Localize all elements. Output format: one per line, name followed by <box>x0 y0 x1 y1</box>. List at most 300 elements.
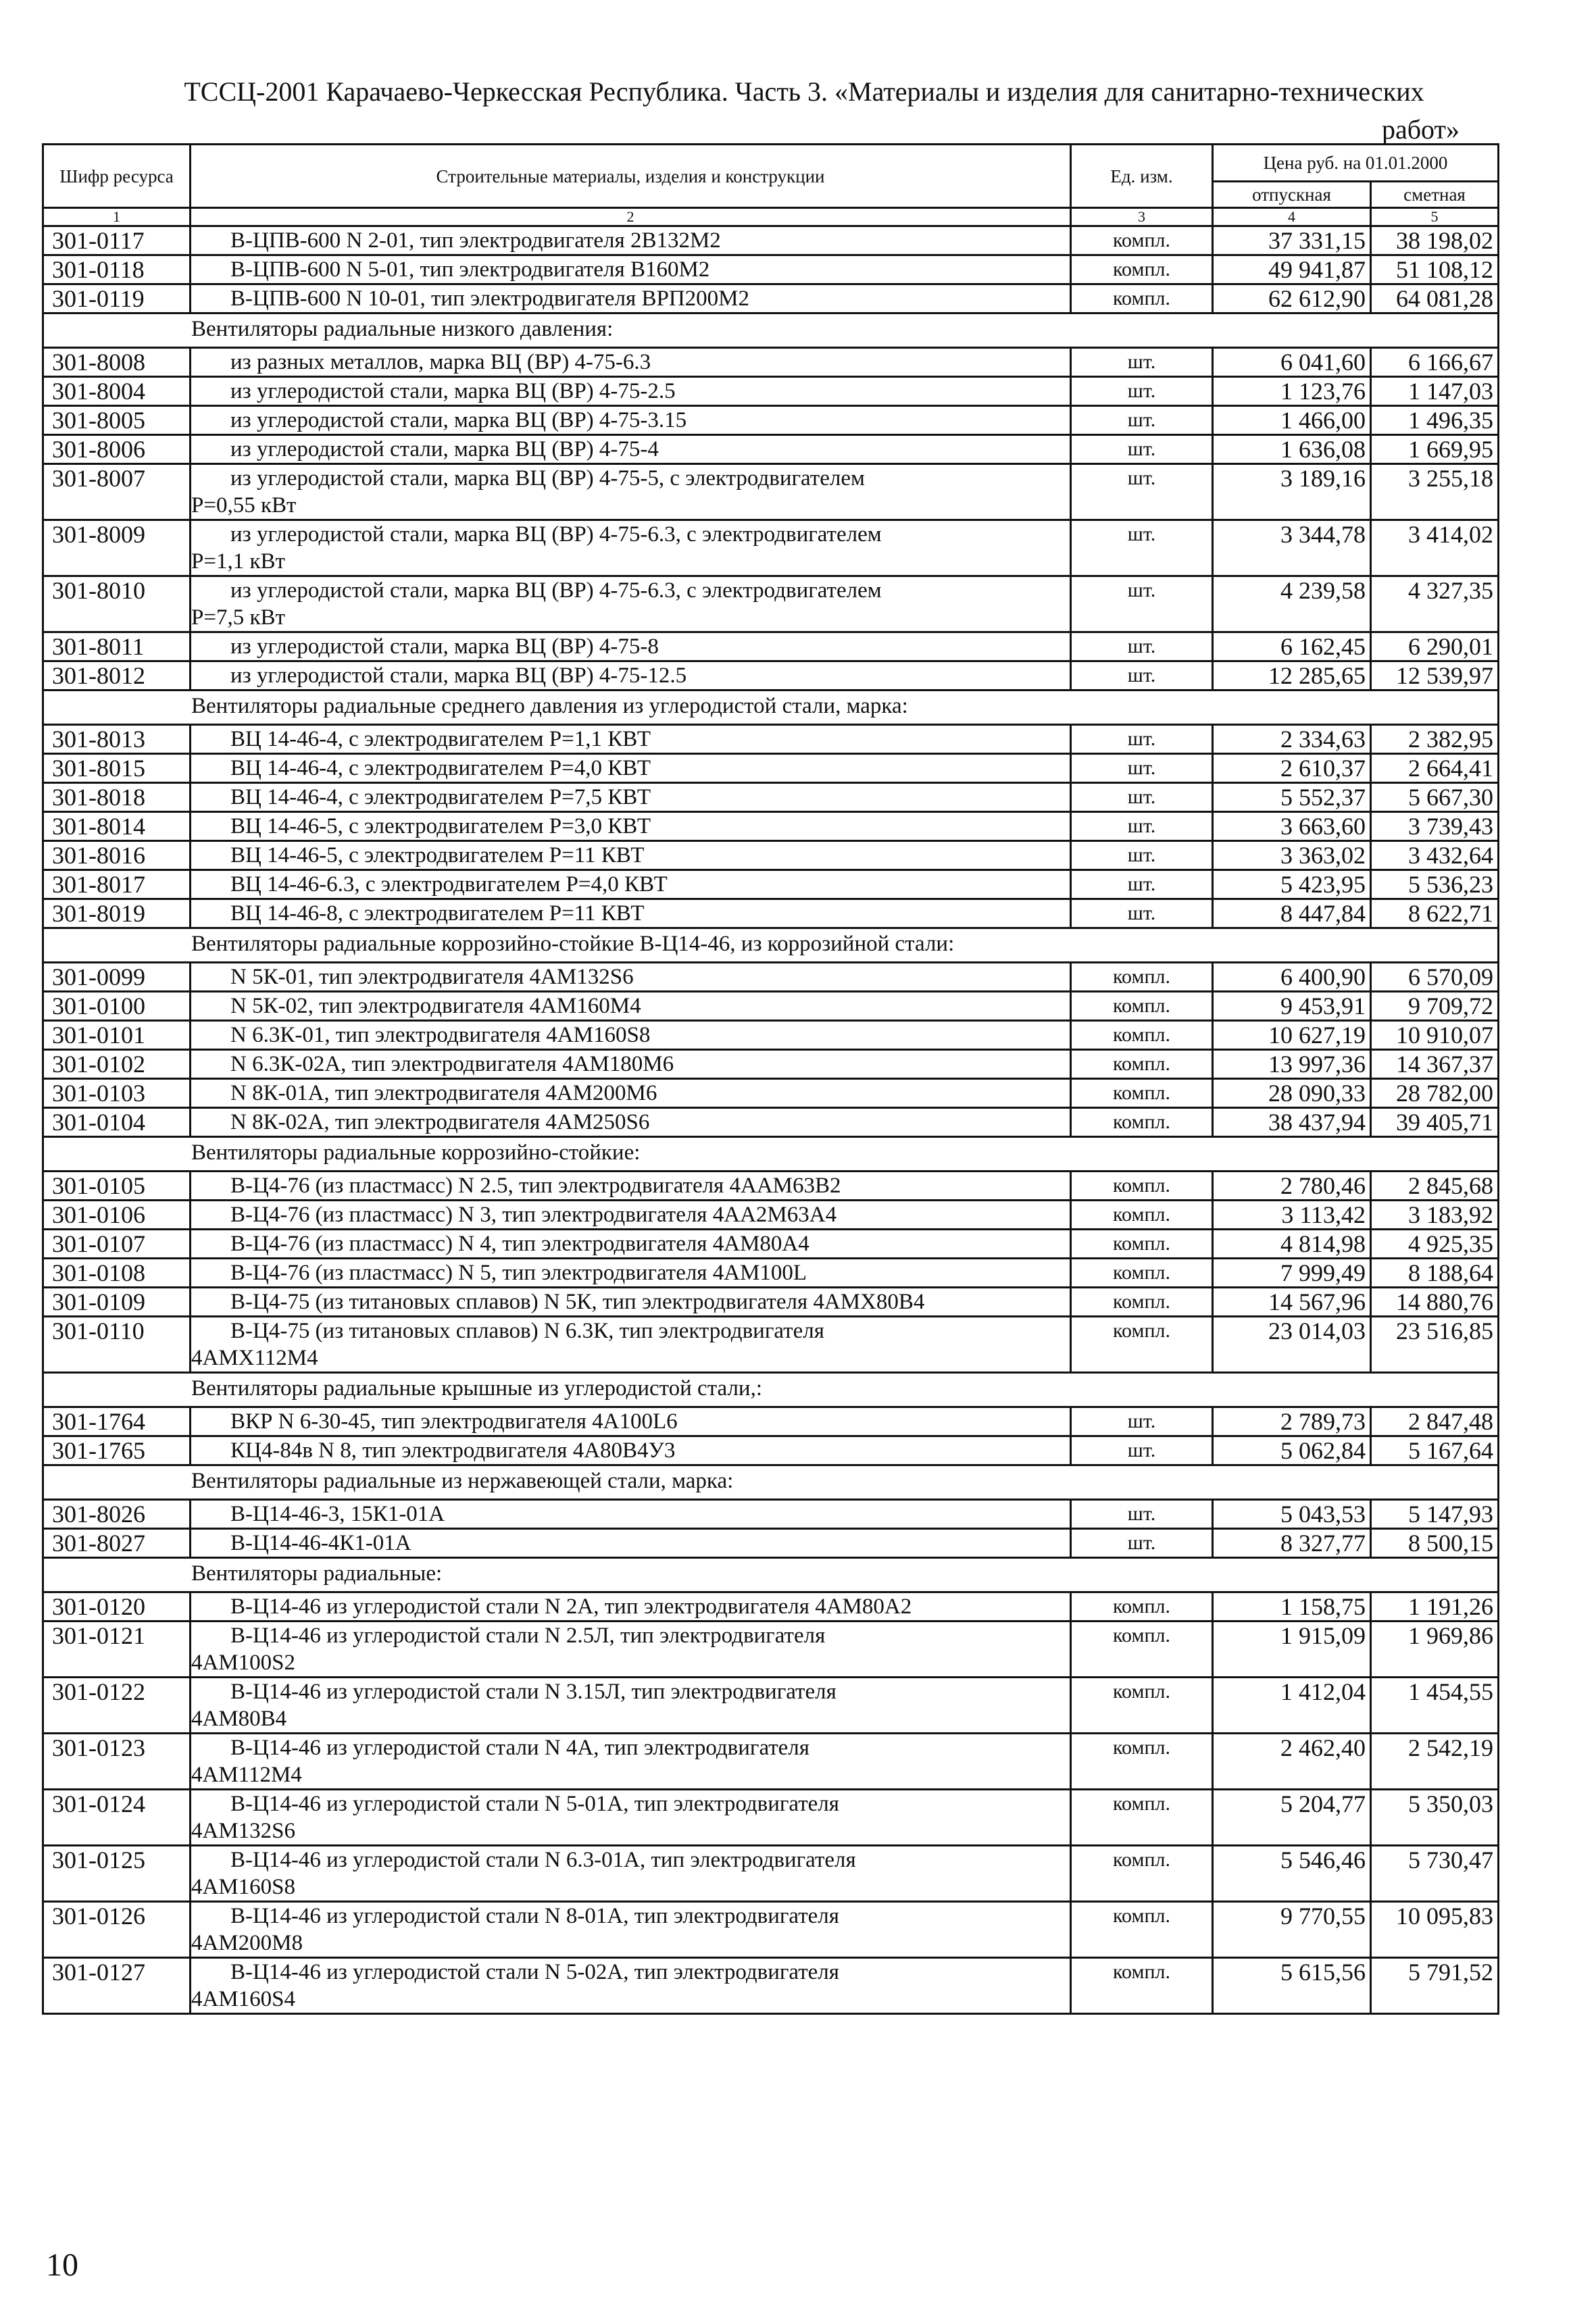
table-row <box>43 1529 1499 1558</box>
resource-code: 301-0127 <box>52 1959 145 1986</box>
table-row <box>43 1407 1499 1436</box>
material-name-cell <box>191 1790 1071 1846</box>
release-price: 23 014,03 <box>1268 1317 1366 1344</box>
unit-of-measure-cell <box>1071 963 1213 992</box>
unit-of-measure-cell <box>1071 725 1213 754</box>
material-name: N 5К-02, тип электродвигателя 4АМ160М4 <box>230 994 641 1018</box>
column-number: 3 <box>1071 208 1213 226</box>
section-title: Вентиляторы радиальные среднего давления из углеродистой стали, марка: <box>191 694 908 718</box>
release-price: 5 615,56 <box>1280 1959 1366 1986</box>
release-price: 1 123,76 <box>1280 378 1366 405</box>
material-name: ВЦ 14-46-6.3, с электродвигателем Р=4,0 КВТ <box>230 872 668 897</box>
estimate-price: 6 570,09 <box>1408 963 1493 990</box>
release-price: 3 663,60 <box>1280 813 1366 840</box>
estimate-price-cell <box>1371 1050 1499 1079</box>
release-price-cell <box>1213 226 1371 255</box>
release-price-cell <box>1213 1529 1371 1558</box>
table-row <box>43 377 1499 406</box>
table-row <box>43 963 1499 992</box>
material-name-cell <box>191 1734 1071 1790</box>
table-row <box>43 464 1499 520</box>
estimate-price-cell <box>1371 348 1499 377</box>
release-price: 5 062,84 <box>1280 1437 1366 1464</box>
material-name-cell <box>191 1436 1071 1465</box>
release-price: 2 780,46 <box>1280 1172 1366 1199</box>
unit-of-measure-cell <box>1071 1846 1213 1902</box>
resource-code-cell <box>43 1790 191 1846</box>
release-price: 1 915,09 <box>1280 1622 1366 1649</box>
unit-of-measure: компл. <box>1113 965 1170 988</box>
column-number: 5 <box>1371 208 1499 226</box>
unit-of-measure-cell <box>1071 1734 1213 1790</box>
material-name: В-Ц14-46 из углеродистой стали N 8-01А, тип электродвигателя <box>230 1904 839 1928</box>
section-row <box>43 1558 1499 1592</box>
table-row <box>43 1592 1499 1621</box>
release-price: 38 437,94 <box>1268 1109 1366 1136</box>
release-price-cell <box>1213 1050 1371 1079</box>
release-price-cell <box>1213 992 1371 1021</box>
table-row <box>43 725 1499 754</box>
release-price-cell <box>1213 1790 1371 1846</box>
estimate-price: 10 910,07 <box>1396 1022 1493 1049</box>
material-name-continuation: 4АМ100S2 <box>191 1651 296 1675</box>
material-name: из углеродистой стали, марка ВЦ (ВР) 4-75-2.5 <box>230 379 676 403</box>
estimate-price: 1 191,26 <box>1408 1593 1493 1620</box>
unit-of-measure-cell <box>1071 226 1213 255</box>
release-price-cell <box>1213 725 1371 754</box>
release-price-cell <box>1213 1958 1371 2014</box>
release-price: 12 285,65 <box>1268 662 1366 689</box>
table-row <box>43 812 1499 841</box>
estimate-price-cell <box>1371 520 1499 576</box>
material-name: ВЦ 14-46-4, с электродвигателем Р=7,5 КВТ <box>230 785 651 809</box>
unit-of-measure-cell <box>1071 1172 1213 1201</box>
unit-of-measure: компл. <box>1113 1319 1170 1342</box>
estimate-price-cell <box>1371 1201 1499 1230</box>
material-name-cell <box>191 435 1071 464</box>
resource-code-cell <box>43 812 191 841</box>
table-row <box>43 754 1499 783</box>
estimate-price: 4 327,35 <box>1408 577 1493 604</box>
page-number: 10 <box>46 2247 78 2283</box>
material-name: В-Ц14-46 из углеродистой стали N 2.5Л, тип электродвигателя <box>230 1624 826 1648</box>
release-price-cell <box>1213 1846 1371 1902</box>
resource-code-cell <box>43 725 191 754</box>
resource-code: 301-0121 <box>52 1622 145 1649</box>
unit-of-measure-cell <box>1071 1079 1213 1108</box>
table-row <box>43 841 1499 870</box>
resource-code: 301-0124 <box>52 1790 145 1817</box>
material-name-cell <box>191 1021 1071 1050</box>
material-name-continuation: 4АМХ112М4 <box>191 1346 318 1370</box>
estimate-price: 4 925,35 <box>1408 1230 1493 1257</box>
estimate-price: 5 147,93 <box>1408 1501 1493 1528</box>
unit-of-measure-cell <box>1071 1108 1213 1137</box>
resource-code-cell <box>43 963 191 992</box>
release-price: 3 189,16 <box>1280 465 1366 492</box>
unit-of-measure: шт. <box>1127 786 1156 808</box>
material-name-cell <box>191 661 1071 690</box>
table-row <box>43 1902 1499 1958</box>
unit-of-measure: компл. <box>1113 1111 1170 1133</box>
release-price-cell <box>1213 1288 1371 1317</box>
material-name-cell <box>191 406 1071 435</box>
table-row <box>43 1317 1499 1373</box>
release-price: 9 453,91 <box>1280 992 1366 1020</box>
estimate-price: 28 782,00 <box>1396 1080 1493 1107</box>
table-row <box>43 520 1499 576</box>
release-price-cell <box>1213 812 1371 841</box>
release-price-cell <box>1213 1592 1371 1621</box>
unit-of-measure-cell <box>1071 783 1213 812</box>
estimate-price-cell <box>1371 1021 1499 1050</box>
resource-code: 301-0105 <box>52 1172 145 1199</box>
unit-of-measure-cell <box>1071 464 1213 520</box>
material-name-cell <box>191 963 1071 992</box>
material-name: В-Ц14-46-4К1-01А <box>230 1531 412 1555</box>
estimate-price: 8 500,15 <box>1408 1530 1493 1557</box>
material-name: В-Ц4-76 (из пластмасс) N 4, тип электродвигателя 4АМ80А4 <box>230 1232 809 1256</box>
release-price: 8 447,84 <box>1280 900 1366 927</box>
estimate-price-cell <box>1371 1678 1499 1734</box>
resource-code-cell <box>43 1259 191 1288</box>
table-row <box>43 1108 1499 1137</box>
release-price: 8 327,77 <box>1280 1530 1366 1557</box>
resource-code-cell <box>43 377 191 406</box>
table-row <box>43 226 1499 255</box>
estimate-price: 1 496,35 <box>1408 407 1493 434</box>
material-name: N 6.3К-01, тип электродвигателя 4АМ160S8 <box>230 1023 651 1047</box>
estimate-price: 5 730,47 <box>1408 1846 1493 1873</box>
material-name-cell <box>191 255 1071 284</box>
unit-of-measure: компл. <box>1113 995 1170 1017</box>
material-name: В-Ц14-46-3, 15К1-01А <box>230 1502 445 1526</box>
estimate-price: 8 622,71 <box>1408 900 1493 927</box>
table-row <box>43 870 1499 899</box>
resource-code-cell <box>43 661 191 690</box>
estimate-price: 64 081,28 <box>1396 285 1493 312</box>
resource-code: 301-0117 <box>52 227 145 254</box>
title-line-1: ТССЦ-2001 Карачаево-Черкесская Республика. Часть 3. «Материалы и изделия для санитарно-технических <box>184 76 1424 107</box>
release-price-cell <box>1213 284 1371 313</box>
estimate-price-cell <box>1371 284 1499 313</box>
estimate-price-cell <box>1371 1500 1499 1529</box>
unit-of-measure: шт. <box>1127 380 1156 402</box>
material-name-continuation: Р=1,1 кВт <box>191 549 285 574</box>
estimate-price-cell <box>1371 576 1499 632</box>
estimate-price: 2 382,95 <box>1408 726 1493 753</box>
release-price: 9 770,55 <box>1280 1903 1366 1930</box>
release-price-cell <box>1213 1021 1371 1050</box>
table-row <box>43 1846 1499 1902</box>
release-price-cell <box>1213 1108 1371 1137</box>
table-row <box>43 1288 1499 1317</box>
unit-of-measure: шт. <box>1127 351 1156 373</box>
unit-of-measure-cell <box>1071 255 1213 284</box>
estimate-price-cell <box>1371 783 1499 812</box>
material-name: В-ЦПВ-600 N 10-01, тип электродвигателя ВРП200М2 <box>230 286 749 311</box>
resource-code-cell <box>43 1436 191 1465</box>
release-price: 62 612,90 <box>1268 285 1366 312</box>
estimate-price: 1 969,86 <box>1408 1622 1493 1649</box>
estimate-price-cell <box>1371 406 1499 435</box>
table-row <box>43 632 1499 661</box>
release-price-cell <box>1213 255 1371 284</box>
unit-of-measure: шт. <box>1127 815 1156 837</box>
release-price: 4 814,98 <box>1280 1230 1366 1257</box>
estimate-price-cell <box>1371 1902 1499 1958</box>
estimate-price-cell <box>1371 226 1499 255</box>
estimate-price: 23 516,85 <box>1396 1317 1493 1344</box>
section-title-cell <box>43 690 1499 725</box>
unit-of-measure-cell <box>1071 406 1213 435</box>
unit-of-measure: компл. <box>1113 1232 1170 1255</box>
section-title-cell <box>43 313 1499 348</box>
release-price: 14 567,96 <box>1268 1288 1366 1315</box>
release-price-cell <box>1213 520 1371 576</box>
resource-code: 301-8016 <box>52 842 145 869</box>
material-name: из углеродистой стали, марка ВЦ (ВР) 4-75-4 <box>230 437 659 461</box>
release-price-cell <box>1213 1079 1371 1108</box>
material-name-cell <box>191 226 1071 255</box>
header-code: Шифр ресурса <box>43 145 191 208</box>
material-name: из углеродистой стали, марка ВЦ (ВР) 4-75-6.3, с электродвигателем <box>230 522 882 547</box>
resource-code: 301-0103 <box>52 1080 145 1107</box>
release-price-cell <box>1213 435 1371 464</box>
release-price: 10 627,19 <box>1268 1022 1366 1049</box>
resource-code: 301-8018 <box>52 784 145 811</box>
resource-code: 301-0102 <box>52 1051 145 1078</box>
material-name-cell <box>191 1592 1071 1621</box>
section-title: Вентиляторы радиальные крышные из углеродистой стали,: <box>191 1376 762 1401</box>
material-name: ВЦ 14-46-4, с электродвигателем Р=4,0 КВТ <box>230 756 651 780</box>
table-row <box>43 435 1499 464</box>
release-price-cell <box>1213 1407 1371 1436</box>
release-price-cell <box>1213 1902 1371 1958</box>
table-row <box>43 1500 1499 1529</box>
release-price-cell <box>1213 576 1371 632</box>
unit-of-measure-cell <box>1071 435 1213 464</box>
unit-of-measure: компл. <box>1113 1595 1170 1617</box>
estimate-price-cell <box>1371 1230 1499 1259</box>
resource-code-cell <box>43 1958 191 2014</box>
material-name-cell <box>191 520 1071 576</box>
release-price-cell <box>1213 377 1371 406</box>
material-name-continuation: 4АМ132S6 <box>191 1819 296 1843</box>
estimate-price-cell <box>1371 992 1499 1021</box>
unit-of-measure: шт. <box>1127 1410 1156 1432</box>
release-price-cell <box>1213 464 1371 520</box>
table-row <box>43 1678 1499 1734</box>
unit-of-measure: шт. <box>1127 635 1156 657</box>
estimate-price-cell <box>1371 870 1499 899</box>
table-row <box>43 348 1499 377</box>
estimate-price: 5 167,64 <box>1408 1437 1493 1464</box>
release-price-cell <box>1213 899 1371 928</box>
release-price: 2 334,63 <box>1280 726 1366 753</box>
unit-of-measure: шт. <box>1127 1532 1156 1554</box>
table-row <box>43 1790 1499 1846</box>
resource-code-cell <box>43 1500 191 1529</box>
resource-code-cell <box>43 632 191 661</box>
estimate-price-cell <box>1371 1259 1499 1288</box>
release-price-cell <box>1213 783 1371 812</box>
estimate-price: 6 166,67 <box>1408 349 1493 376</box>
unit-of-measure: компл. <box>1113 1290 1170 1313</box>
resource-code-cell <box>43 1172 191 1201</box>
unit-of-measure-cell <box>1071 632 1213 661</box>
unit-of-measure: компл. <box>1113 1736 1170 1759</box>
resource-code-cell <box>43 1846 191 1902</box>
unit-of-measure: шт. <box>1127 579 1156 601</box>
unit-of-measure-cell <box>1071 841 1213 870</box>
header-name: Строительные материалы, изделия и конструкции <box>191 145 1071 208</box>
unit-of-measure: шт. <box>1127 728 1156 750</box>
resource-code: 301-8014 <box>52 813 145 840</box>
release-price-cell <box>1213 870 1371 899</box>
material-name-cell <box>191 992 1071 1021</box>
material-name: ВКР N 6-30-45, тип электродвигателя 4А100L6 <box>230 1409 678 1434</box>
resource-code: 301-8007 <box>52 465 145 492</box>
release-price: 4 239,58 <box>1280 577 1366 604</box>
table-row <box>43 1172 1499 1201</box>
resource-code-cell <box>43 754 191 783</box>
column-number: 1 <box>43 208 191 226</box>
estimate-price: 51 108,12 <box>1396 256 1493 283</box>
estimate-price-cell <box>1371 899 1499 928</box>
material-name-cell <box>191 841 1071 870</box>
material-name-cell <box>191 348 1071 377</box>
unit-of-measure-cell <box>1071 992 1213 1021</box>
estimate-price-cell <box>1371 377 1499 406</box>
release-price: 28 090,33 <box>1268 1080 1366 1107</box>
resource-code-cell <box>43 576 191 632</box>
table-row <box>43 1734 1499 1790</box>
material-name: В-Ц14-46 из углеродистой стали N 5-02А, тип электродвигателя <box>230 1960 839 1984</box>
release-price-cell <box>1213 1621 1371 1678</box>
release-price-cell <box>1213 754 1371 783</box>
material-name: ВЦ 14-46-5, с электродвигателем Р=3,0 КВТ <box>230 814 651 838</box>
material-name: В-Ц14-46 из углеродистой стали N 4А, тип электродвигателя <box>230 1736 809 1760</box>
material-name: В-Ц14-46 из углеродистой стали N 6.3-01А, тип электродвигателя <box>230 1848 856 1872</box>
estimate-price-cell <box>1371 1592 1499 1621</box>
resource-code: 301-0101 <box>52 1022 145 1049</box>
material-name-cell <box>191 1201 1071 1230</box>
estimate-price: 5 350,03 <box>1408 1790 1493 1817</box>
resource-code-cell <box>43 870 191 899</box>
section-title-cell <box>43 928 1499 963</box>
estimate-price-cell <box>1371 1621 1499 1678</box>
unit-of-measure: компл. <box>1113 1053 1170 1075</box>
release-price: 3 113,42 <box>1281 1201 1366 1228</box>
resource-code: 301-8009 <box>52 521 145 548</box>
resource-code-cell <box>43 1678 191 1734</box>
resource-code: 301-0125 <box>52 1846 145 1873</box>
estimate-price: 3 432,64 <box>1408 842 1493 869</box>
material-name: В-Ц4-76 (из пластмасс) N 3, тип электродвигателя 4АА2М63А4 <box>230 1203 837 1227</box>
unit-of-measure-cell <box>1071 1288 1213 1317</box>
release-price: 6 400,90 <box>1280 963 1366 990</box>
unit-of-measure: шт. <box>1127 757 1156 779</box>
release-price: 5 204,77 <box>1280 1790 1366 1817</box>
resource-code-cell <box>43 992 191 1021</box>
material-name: N 5К-01, тип электродвигателя 4АМ132S6 <box>230 965 634 989</box>
estimate-price: 3 739,43 <box>1408 813 1493 840</box>
release-price-cell <box>1213 406 1371 435</box>
table-row <box>43 255 1499 284</box>
unit-of-measure-cell <box>1071 1201 1213 1230</box>
unit-of-measure: компл. <box>1113 1174 1170 1197</box>
table-row <box>43 1050 1499 1079</box>
unit-of-measure: компл. <box>1113 258 1170 280</box>
unit-of-measure: шт. <box>1127 873 1156 895</box>
material-name-cell <box>191 1846 1071 1902</box>
material-name-continuation: 4АМ160S8 <box>191 1875 296 1899</box>
unit-of-measure: компл. <box>1113 287 1170 309</box>
estimate-price: 3 414,02 <box>1408 521 1493 548</box>
section-title-cell <box>43 1137 1499 1172</box>
material-name: из разных металлов, марка ВЦ (ВР) 4-75-6.3 <box>230 350 651 374</box>
material-name: В-Ц14-46 из углеродистой стали N 5-01А, тип электродвигателя <box>230 1792 839 1816</box>
section-row <box>43 1373 1499 1407</box>
release-price: 37 331,15 <box>1268 227 1366 254</box>
release-price: 13 997,36 <box>1268 1051 1366 1078</box>
estimate-price-cell <box>1371 1288 1499 1317</box>
material-name-cell <box>191 1678 1071 1734</box>
resource-code-cell <box>43 899 191 928</box>
resource-code: 301-0110 <box>52 1317 145 1344</box>
resource-code: 301-8008 <box>52 349 145 376</box>
release-price: 5 546,46 <box>1280 1846 1366 1873</box>
resource-code: 301-8012 <box>52 662 145 689</box>
resource-code-cell <box>43 348 191 377</box>
resource-code: 301-0126 <box>52 1903 145 1930</box>
release-price: 1 636,08 <box>1280 436 1366 463</box>
table-row <box>43 576 1499 632</box>
material-name: из углеродистой стали, марка ВЦ (ВР) 4-75-5, с электродвигателем <box>230 466 865 491</box>
unit-of-measure-cell <box>1071 870 1213 899</box>
estimate-price-cell <box>1371 1079 1499 1108</box>
unit-of-measure-cell <box>1071 377 1213 406</box>
table-row <box>43 1021 1499 1050</box>
material-name-cell <box>191 1259 1071 1288</box>
resource-code-cell <box>43 1902 191 1958</box>
resource-code-cell <box>43 783 191 812</box>
estimate-price-cell <box>1371 464 1499 520</box>
section-title: Вентиляторы радиальные коррозийно-стойкие: <box>191 1140 641 1165</box>
material-name-cell <box>191 1108 1071 1137</box>
section-title-cell <box>43 1373 1499 1407</box>
material-name: ВЦ 14-46-4, с электродвигателем Р=1,1 КВТ <box>230 727 651 751</box>
estimate-price: 1 147,03 <box>1408 378 1493 405</box>
estimate-price: 39 405,71 <box>1396 1109 1493 1136</box>
resource-code: 301-8015 <box>52 755 145 782</box>
material-name-cell <box>191 1500 1071 1529</box>
release-price: 1 158,75 <box>1280 1593 1366 1620</box>
estimate-price: 10 095,83 <box>1396 1903 1493 1930</box>
table-row <box>43 1079 1499 1108</box>
resource-code-cell <box>43 1317 191 1373</box>
release-price-cell <box>1213 1201 1371 1230</box>
material-name-cell <box>191 1958 1071 2014</box>
resource-code: 301-8019 <box>52 900 145 927</box>
material-name: N 8К-02А, тип электродвигателя 4АМ250S6 <box>230 1110 650 1134</box>
section-row <box>43 313 1499 348</box>
unit-of-measure-cell <box>1071 1259 1213 1288</box>
estimate-price: 8 188,64 <box>1408 1259 1493 1286</box>
material-name-cell <box>191 1317 1071 1373</box>
unit-of-measure-cell <box>1071 1529 1213 1558</box>
